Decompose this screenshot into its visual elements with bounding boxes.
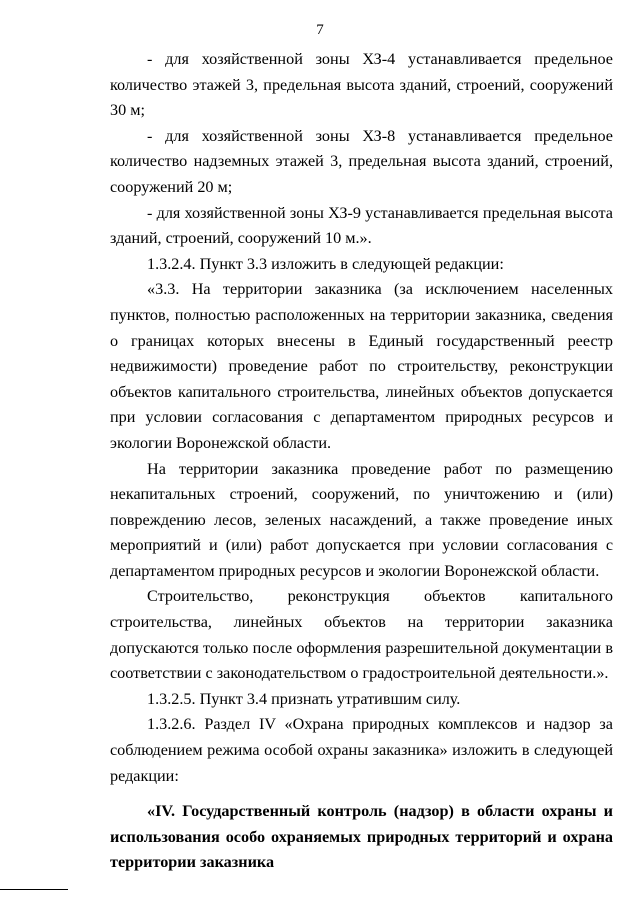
paragraph-clause-3-3: «3.3. На территории заказника (за исключением населенных пунктов, полностью расположенных на территории заказника, сведения о границах которых внесены в Единый государственный реестр недвижимости) проведение работ по строительству, реконструкции объектов капитального строительства, линейных объектов допускается при условии согласования с департаментом природных ресурсов и экологии Воронежской области. bbox=[110, 280, 613, 452]
document-body bbox=[110, 47, 613, 876]
page-number: 7 bbox=[316, 22, 324, 38]
footnote-rule bbox=[0, 889, 68, 890]
paragraph-item-1-3-2-5: 1.3.2.5. Пункт 3.4 признать утратившим силу. bbox=[147, 689, 461, 708]
paragraph-item-1-3-2-4: 1.3.2.4. Пункт 3.3 изложить в следующей редакции: bbox=[147, 254, 504, 273]
paragraph-clause-3-3-third: Строительство, реконструкция объектов капитального строительства, линейных объектов на территории заказника допускаются только после оформления разрешительной документации в соответствии с законодательством о градостроительной деятельности.». bbox=[110, 587, 613, 683]
paragraph-zone-hz9: - для хозяйственной зоны ХЗ-9 устанавливается предельная высота зданий, строений, сооружений 10 м.». bbox=[110, 203, 613, 248]
paragraph-item-1-3-2-6: 1.3.2.6. Раздел IV «Охрана природных комплексов и надзор за соблюдением режима особой охраны заказника» изложить в следующей редакции: bbox=[110, 715, 613, 785]
section-heading-iv: «IV. Государственный контроль (надзор) в области охраны и использования особо охраняемых природных территорий и охрана территории заказника bbox=[110, 802, 613, 872]
paragraph-clause-3-3-second: На территории заказника проведение работ по размещению некапитальных строений, сооружений, по уничтожению и (или) повреждению лесов, зеленых насаждений, а также проведение иных мероприятий и (или) работ допускается при условии согласования с департаментом природных ресурсов и экологии Воронежской области. bbox=[110, 459, 613, 580]
paragraph-zone-hz4: - для хозяйственной зоны ХЗ-4 устанавливается предельное количество этажей 3, предельная высота зданий, строений, сооружений 30 м; bbox=[110, 50, 613, 120]
paragraph-zone-hz8: - для хозяйственной зоны ХЗ-8 устанавливается предельное количество надземных этажей 3, предельная высота зданий, строений, сооружений 20 м; bbox=[110, 126, 613, 196]
